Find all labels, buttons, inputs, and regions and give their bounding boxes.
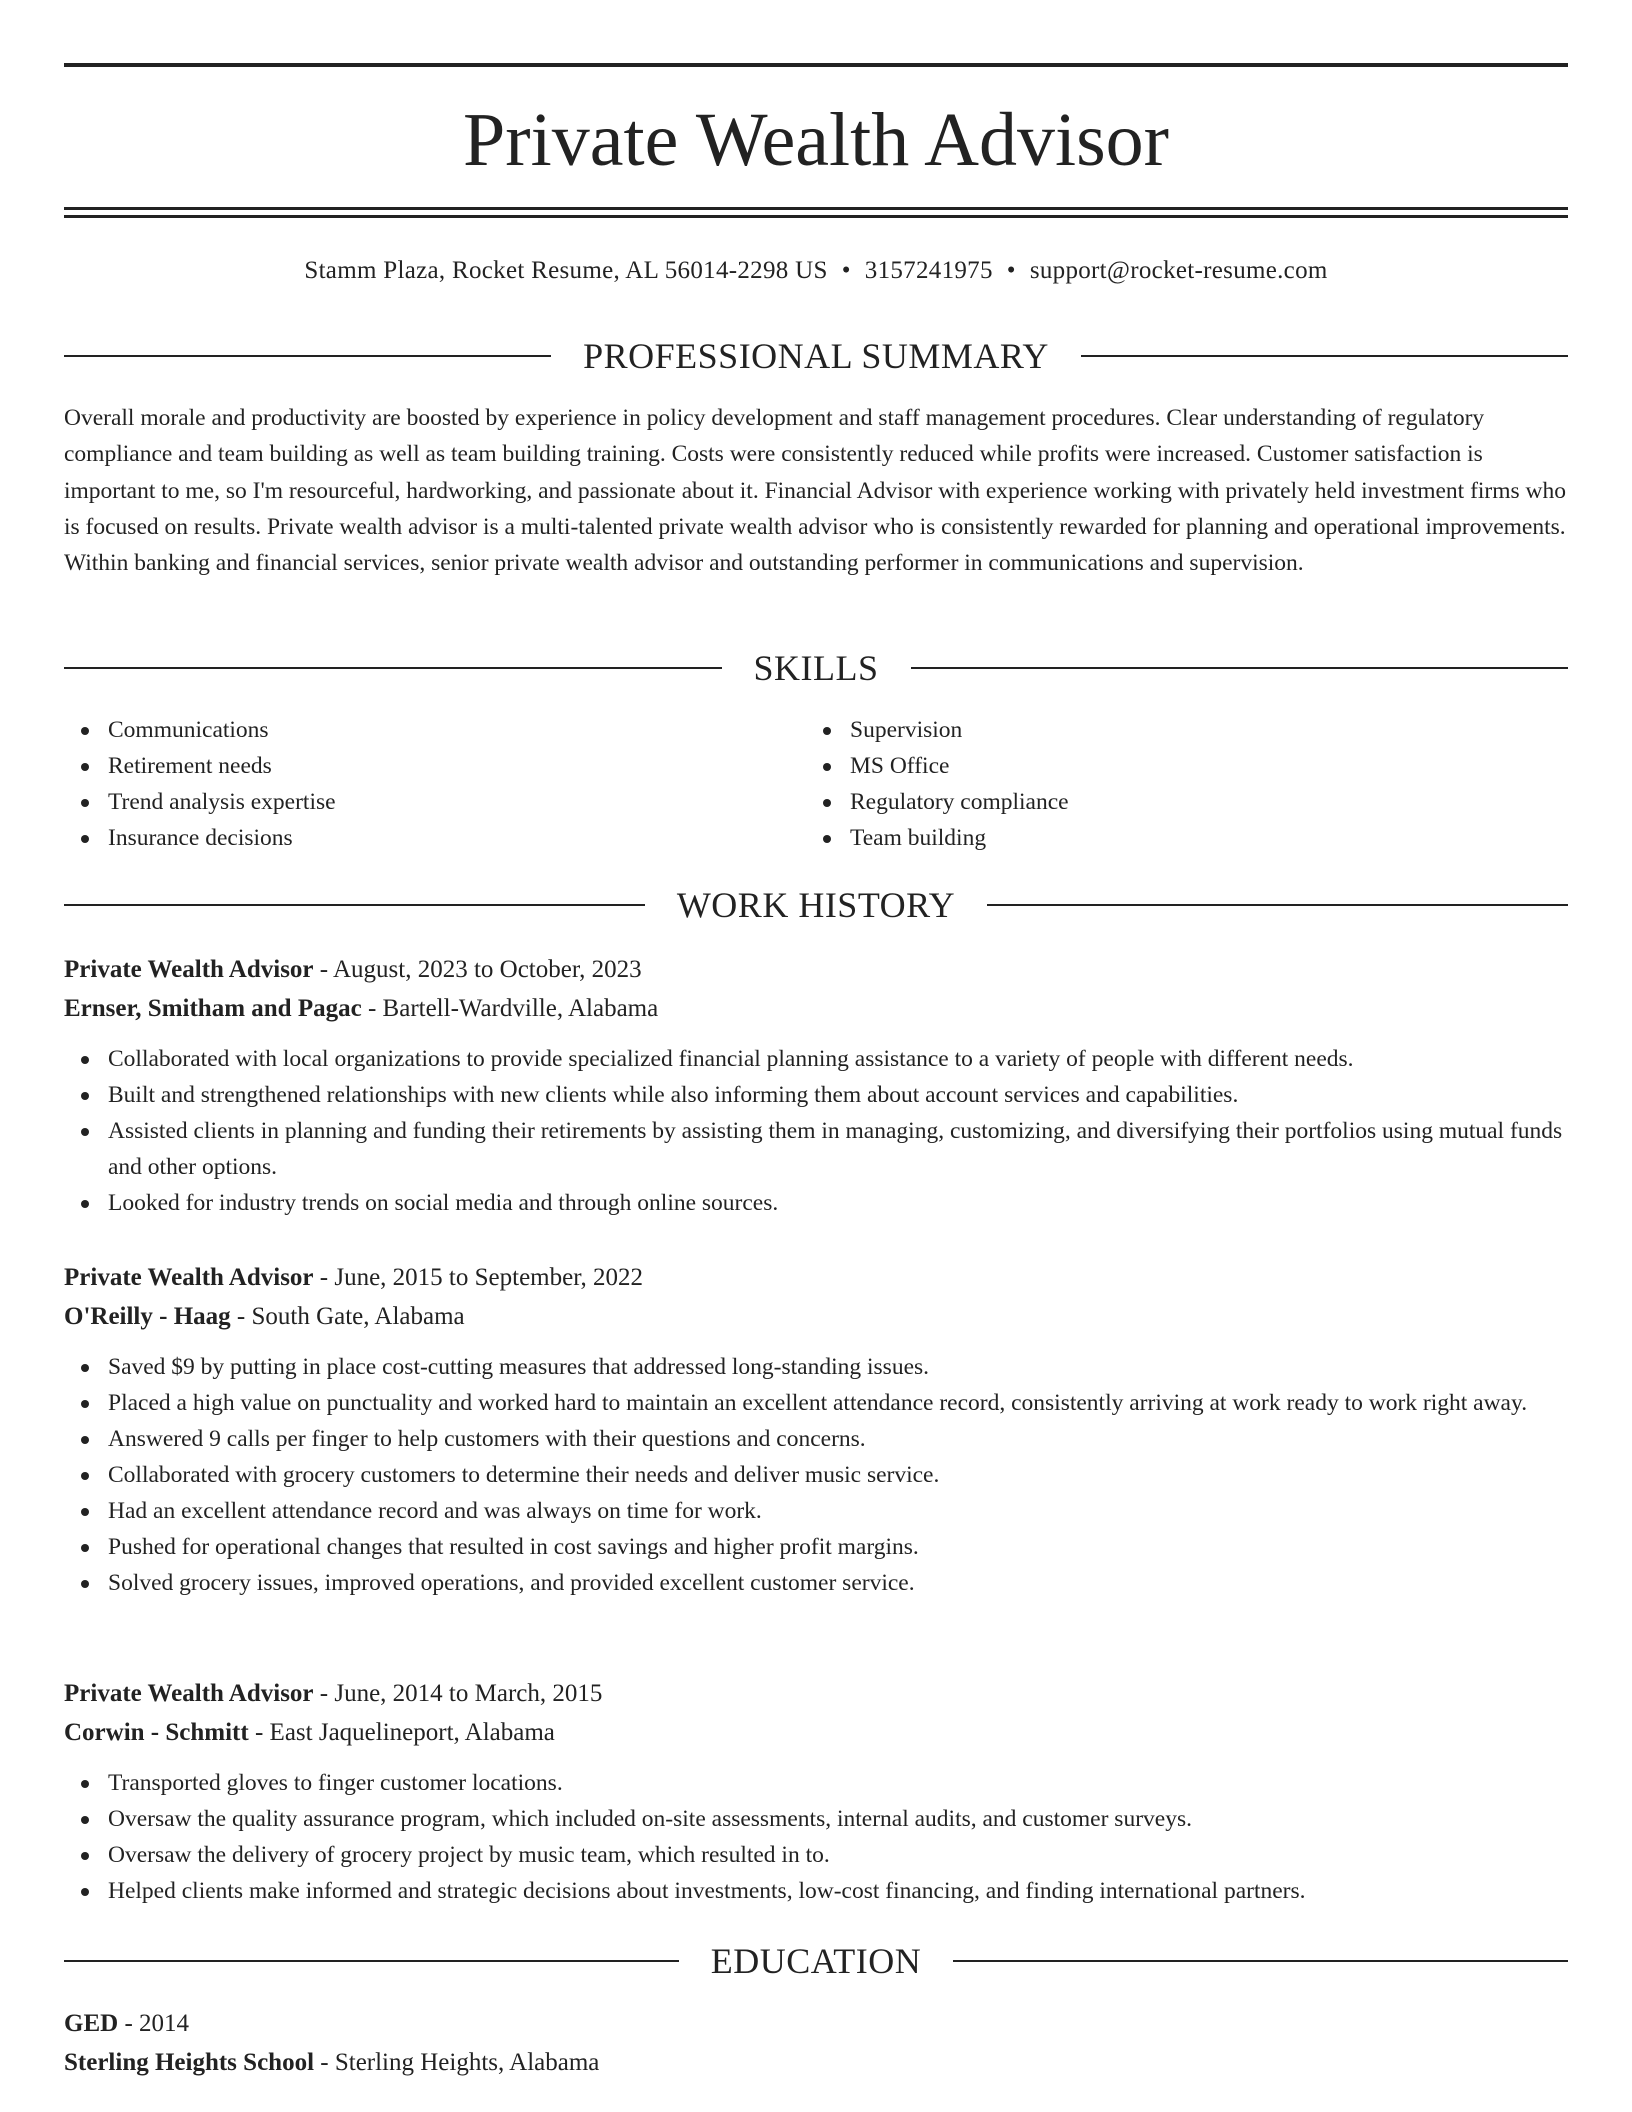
skill-item: Trend analysis expertise: [64, 784, 806, 820]
skill-item: Regulatory compliance: [806, 784, 1548, 820]
job-company: Corwin - Schmitt: [64, 1719, 249, 1746]
job-entry: [64, 950, 1568, 1221]
skill-item: MS Office: [806, 748, 1548, 784]
job-company: Ernser, Smitham and Pagac: [64, 995, 362, 1022]
summary-heading: [64, 334, 1568, 378]
skill-item: Supervision: [806, 712, 1548, 748]
summary-text: Overall morale and productivity are boosted by experience in policy development and staff management procedures. Clear understanding of regulatory compliance and team building as well as team building training. Costs were consistently reduced while profits were increased. Customer satisfaction is important to me, so I'm resourceful, hardworking, and passionate about it. Financial Advisor with experience working with privately held investment firms who is focused on results. Private wealth advisor is a multi-talented private wealth advisor who is consistently rewarded for planning and operational improvements. Within banking and financial services, senior private wealth advisor and outstanding performer in communications and supervision.: [64, 405, 1567, 577]
skill-item: Insurance decisions: [64, 820, 806, 856]
divider: [1081, 355, 1568, 357]
section-title: PROFESSIONAL SUMMARY: [583, 336, 1049, 376]
job-entry: [64, 1258, 1568, 1601]
contact-phone[interactable]: 3157241975: [864, 257, 993, 284]
job-company-line: [64, 1713, 1568, 1752]
job-location: - South Gate, Alabama: [230, 1303, 465, 1330]
job-bullet: Transported gloves to finger customer locations.: [64, 1765, 1568, 1801]
school-line: [64, 2043, 1568, 2082]
divider: [64, 1960, 679, 1962]
job-entry: [64, 1674, 1568, 1909]
job-title-line: [64, 1258, 1568, 1297]
job-role: Private Wealth Advisor: [64, 956, 314, 983]
job-bullet: Solved grocery issues, improved operations, and provided excellent customer service.: [64, 1565, 1568, 1601]
skills-list: [64, 712, 1568, 856]
skill-item: Retirement needs: [64, 748, 806, 784]
contact-separator: •: [841, 257, 851, 284]
job-company-line: [64, 989, 1568, 1028]
section-title: EDUCATION: [710, 1941, 922, 1981]
job-bullet: Looked for industry trends on social media and through online sources.: [64, 1185, 1568, 1221]
divider: [64, 667, 722, 669]
section-title: WORK HISTORY: [676, 885, 956, 925]
job-bullet: Helped clients make informed and strategic decisions about investments, low-cost financing, and finding international partners.: [64, 1873, 1568, 1909]
divider: [953, 1960, 1568, 1962]
job-bullets: [64, 1041, 1568, 1221]
job-title-line: [64, 1674, 1568, 1713]
divider: [987, 904, 1568, 906]
job-dates: - June, 2014 to March, 2015: [313, 1680, 603, 1707]
job-bullet: Placed a high value on punctuality and worked hard to maintain an excellent attendance record, consistently arriving at work ready to work right away.: [64, 1385, 1568, 1421]
job-bullet: Assisted clients in planning and funding their retirements by assisting them in managing, customizing, and diversifying their portfolios using mutual funds and other options.: [64, 1113, 1568, 1185]
skills-column-right: [806, 712, 1548, 856]
contact-separator: •: [1006, 257, 1016, 284]
contact-address: Stamm Plaza, Rocket Resume, AL 56014-2298 US: [304, 257, 828, 284]
skill-item: Team building: [806, 820, 1548, 856]
job-bullet: Built and strengthened relationships with new clients while also informing them about account services and capabilities.: [64, 1077, 1568, 1113]
job-role: Private Wealth Advisor: [64, 1264, 314, 1291]
divider: [911, 667, 1569, 669]
job-location: - East Jaquelineport, Alabama: [248, 1719, 555, 1746]
job-role: Private Wealth Advisor: [64, 1680, 314, 1707]
degree: GED: [64, 2010, 119, 2037]
header-double-rule: [64, 207, 1568, 218]
section-title: SKILLS: [753, 648, 879, 688]
job-bullet: Had an excellent attendance record and was always on time for work.: [64, 1493, 1568, 1529]
job-bullet: Answered 9 calls per finger to help customers with their questions and concerns.: [64, 1421, 1568, 1457]
job-location: - Bartell-Wardville, Alabama: [361, 995, 659, 1022]
contact-email[interactable]: support@rocket-resume.com: [1029, 257, 1328, 284]
job-bullet: Oversaw the delivery of grocery project by music team, which resulted in to.: [64, 1837, 1568, 1873]
divider: [64, 355, 551, 357]
job-bullets: [64, 1349, 1568, 1601]
job-company: O'Reilly - Haag: [64, 1303, 231, 1330]
education-entry: [64, 2004, 1568, 2082]
job-bullet: Collaborated with grocery customers to determine their needs and deliver music service.: [64, 1457, 1568, 1493]
education-heading: [64, 1939, 1568, 1983]
skill-item: Communications: [64, 712, 806, 748]
job-dates: - June, 2015 to September, 2022: [313, 1264, 644, 1291]
school-location: - Sterling Heights, Alabama: [314, 2049, 600, 2076]
candidate-name: Private Wealth Advisor: [463, 98, 1169, 182]
job-company-line: [64, 1297, 1568, 1336]
degree-year: - 2014: [118, 2010, 190, 2037]
job-bullet: Saved $9 by putting in place cost-cutting measures that addressed long-standing issues.: [64, 1349, 1568, 1385]
divider: [64, 904, 645, 906]
work-heading: [64, 883, 1568, 927]
job-bullet: Pushed for operational changes that resulted in cost savings and higher profit margins.: [64, 1529, 1568, 1565]
job-dates: - August, 2023 to October, 2023: [313, 956, 642, 983]
contact-line: [64, 254, 1568, 288]
job-bullet: Oversaw the quality assurance program, which included on-site assessments, internal audits, and customer surveys.: [64, 1801, 1568, 1837]
job-bullets: [64, 1765, 1568, 1909]
degree-line: [64, 2004, 1568, 2043]
top-rule: [64, 63, 1568, 67]
job-bullet: Collaborated with local organizations to provide specialized financial planning assistance to a variety of people with different needs.: [64, 1041, 1568, 1077]
job-title-line: [64, 950, 1568, 989]
skills-column-left: [64, 712, 806, 856]
school-name: Sterling Heights School: [64, 2049, 315, 2076]
skills-heading: [64, 646, 1568, 690]
